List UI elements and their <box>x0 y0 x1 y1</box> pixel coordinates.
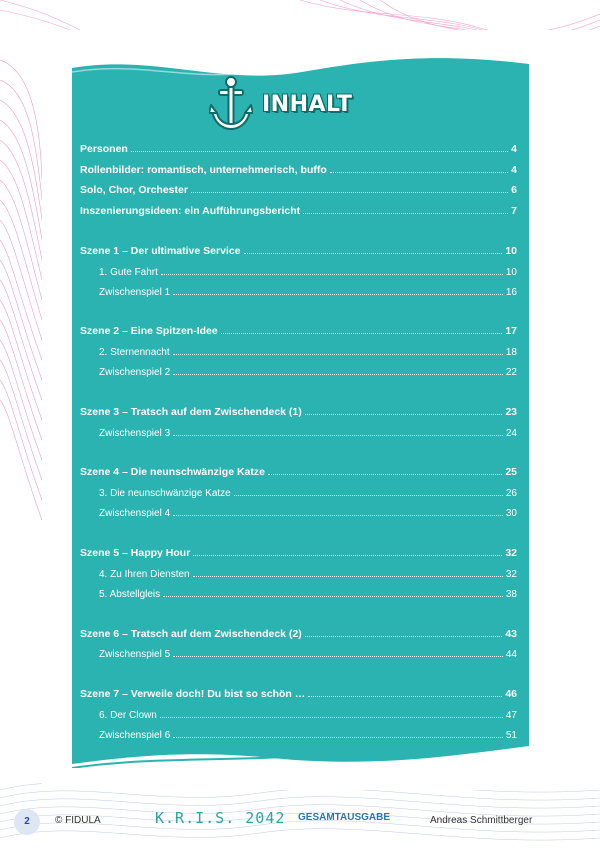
toc-entry-label: Rollenbilder: romantisch, unternehmerisch, buffo <box>80 164 327 176</box>
dot-leader <box>160 717 503 718</box>
toc-entry-label: Solo, Chor, Orchester <box>80 184 188 196</box>
toc-entry-page: 32 <box>505 569 517 580</box>
toc-entry-page: 32 <box>505 547 517 559</box>
page-title: INHALT <box>262 92 353 117</box>
toc-entry-label: Szene 5 – Happy Hour <box>80 547 191 559</box>
dot-leader <box>161 274 503 275</box>
toc-entry-label: 4. Zu Ihren Diensten <box>99 569 190 580</box>
dot-leader <box>234 495 503 496</box>
toc-subentry[interactable] <box>99 483 517 499</box>
toc-entry-label: Szene 4 – Die neunschwänzige Katze <box>80 466 265 478</box>
copyright-text: © FIDULA <box>55 815 101 826</box>
dot-leader <box>191 192 508 193</box>
toc-entry-label: Inszenierungsideen: ein Aufführungsbericht <box>80 205 301 217</box>
toc-entry-label: Szene 7 – Verweile doch! Du bist so schön … <box>80 688 306 700</box>
dot-leader <box>173 354 503 355</box>
page-number-badge: 2 <box>14 809 40 835</box>
dot-leader <box>221 333 503 334</box>
toc-entry-label: Zwischenspiel 2 <box>99 367 171 378</box>
toc-subentry[interactable] <box>99 423 517 439</box>
toc-entry[interactable] <box>80 160 517 176</box>
dot-leader <box>173 435 503 436</box>
toc-entry-page: 22 <box>505 367 517 378</box>
toc-entry-label: Personen <box>80 143 128 155</box>
toc-entry-label: Zwischenspiel 6 <box>99 730 171 741</box>
toc-entry[interactable] <box>80 180 517 196</box>
toc-entry-page: 6 <box>511 184 517 196</box>
toc-subentry[interactable] <box>99 564 517 580</box>
toc-entry-page: 30 <box>505 508 517 519</box>
toc-entry-page: 17 <box>505 325 517 337</box>
toc-entry-label: Zwischenspiel 5 <box>99 649 171 660</box>
toc-scene-entry[interactable] <box>80 321 517 337</box>
dot-leader <box>173 294 503 295</box>
dot-leader <box>193 576 503 577</box>
dot-leader <box>163 596 503 597</box>
dot-leader <box>244 253 503 254</box>
dot-leader <box>173 656 503 657</box>
toc-subentry[interactable] <box>99 262 517 278</box>
dot-leader <box>131 151 508 152</box>
toc-subentry[interactable] <box>99 725 517 741</box>
dot-leader <box>303 213 508 214</box>
dot-leader <box>308 696 502 697</box>
toc-entry[interactable] <box>80 201 517 217</box>
toc-entry-page: 23 <box>505 406 517 418</box>
toc-entry-page: 18 <box>505 347 517 358</box>
dot-leader <box>173 737 503 738</box>
toc-subentry[interactable] <box>99 644 517 660</box>
toc-subentry[interactable] <box>99 362 517 378</box>
toc-entry-page: 7 <box>511 205 517 217</box>
toc-entry-page: 47 <box>505 710 517 721</box>
toc-entry-page: 16 <box>505 287 517 298</box>
toc-entry-label: 3. Die neunschwänzige Katze <box>99 488 231 499</box>
toc-entry-page: 44 <box>505 649 517 660</box>
toc-entry[interactable] <box>80 139 517 155</box>
toc-subentry[interactable] <box>99 705 517 721</box>
toc-entry-label: 1. Gute Fahrt <box>99 267 158 278</box>
toc-entry-page: 46 <box>505 688 517 700</box>
toc-entry-label: 5. Abstellgleis <box>99 589 161 600</box>
toc-scene-entry[interactable] <box>80 624 517 640</box>
dot-leader <box>330 172 508 173</box>
toc-entry-page: 26 <box>505 488 517 499</box>
toc-entry-page: 4 <box>511 143 517 155</box>
toc-scene-entry[interactable] <box>80 241 517 257</box>
dot-leader <box>305 414 503 415</box>
toc-entry-page: 51 <box>505 730 517 741</box>
toc-entry-label: 6. Der Clown <box>99 710 157 721</box>
series-logo: K.R.I.S. 2042 <box>155 809 286 827</box>
dot-leader <box>173 515 503 516</box>
dot-leader <box>193 555 502 556</box>
dot-leader <box>173 374 503 375</box>
author-name: Andreas Schmittberger <box>430 815 533 826</box>
toc-entry-page: 10 <box>505 267 517 278</box>
toc-subentry[interactable] <box>99 503 517 519</box>
toc-entry-label: Szene 3 – Tratsch auf dem Zwischendeck (1) <box>80 406 302 418</box>
dot-leader <box>268 474 502 475</box>
toc-entry-page: 38 <box>505 589 517 600</box>
toc-entry-page: 43 <box>505 628 517 640</box>
edition-label: GESAMTAUSGABE <box>298 812 391 823</box>
toc-scene-entry[interactable] <box>80 402 517 418</box>
toc-scene-entry[interactable] <box>80 684 517 700</box>
toc-header <box>72 56 529 138</box>
toc-entry-page: 10 <box>505 245 517 257</box>
toc-entry-label: Szene 2 – Eine Spitzen-Idee <box>80 325 218 337</box>
toc-entry-page: 25 <box>505 466 517 478</box>
toc-subentry[interactable] <box>99 282 517 298</box>
table-of-contents-panel <box>72 56 529 768</box>
toc-scene-entry[interactable] <box>80 543 517 559</box>
dot-leader <box>305 636 503 637</box>
toc-scene-entry[interactable] <box>80 462 517 478</box>
toc-entry-label: Szene 6 – Tratsch auf dem Zwischendeck (2) <box>80 628 302 640</box>
toc-entry-page: 4 <box>511 164 517 176</box>
toc-entry-label: 2. Sternennacht <box>99 347 170 358</box>
toc-subentry[interactable] <box>99 584 517 600</box>
toc-entry-page: 24 <box>505 428 517 439</box>
toc-entry-label: Zwischenspiel 4 <box>99 508 171 519</box>
toc-entry-label: Szene 1 – Der ultimative Service <box>80 245 241 257</box>
anchor-icon <box>209 75 253 133</box>
toc-entry-label: Zwischenspiel 1 <box>99 287 171 298</box>
toc-entry-label: Zwischenspiel 3 <box>99 428 171 439</box>
toc-subentry[interactable] <box>99 342 517 358</box>
